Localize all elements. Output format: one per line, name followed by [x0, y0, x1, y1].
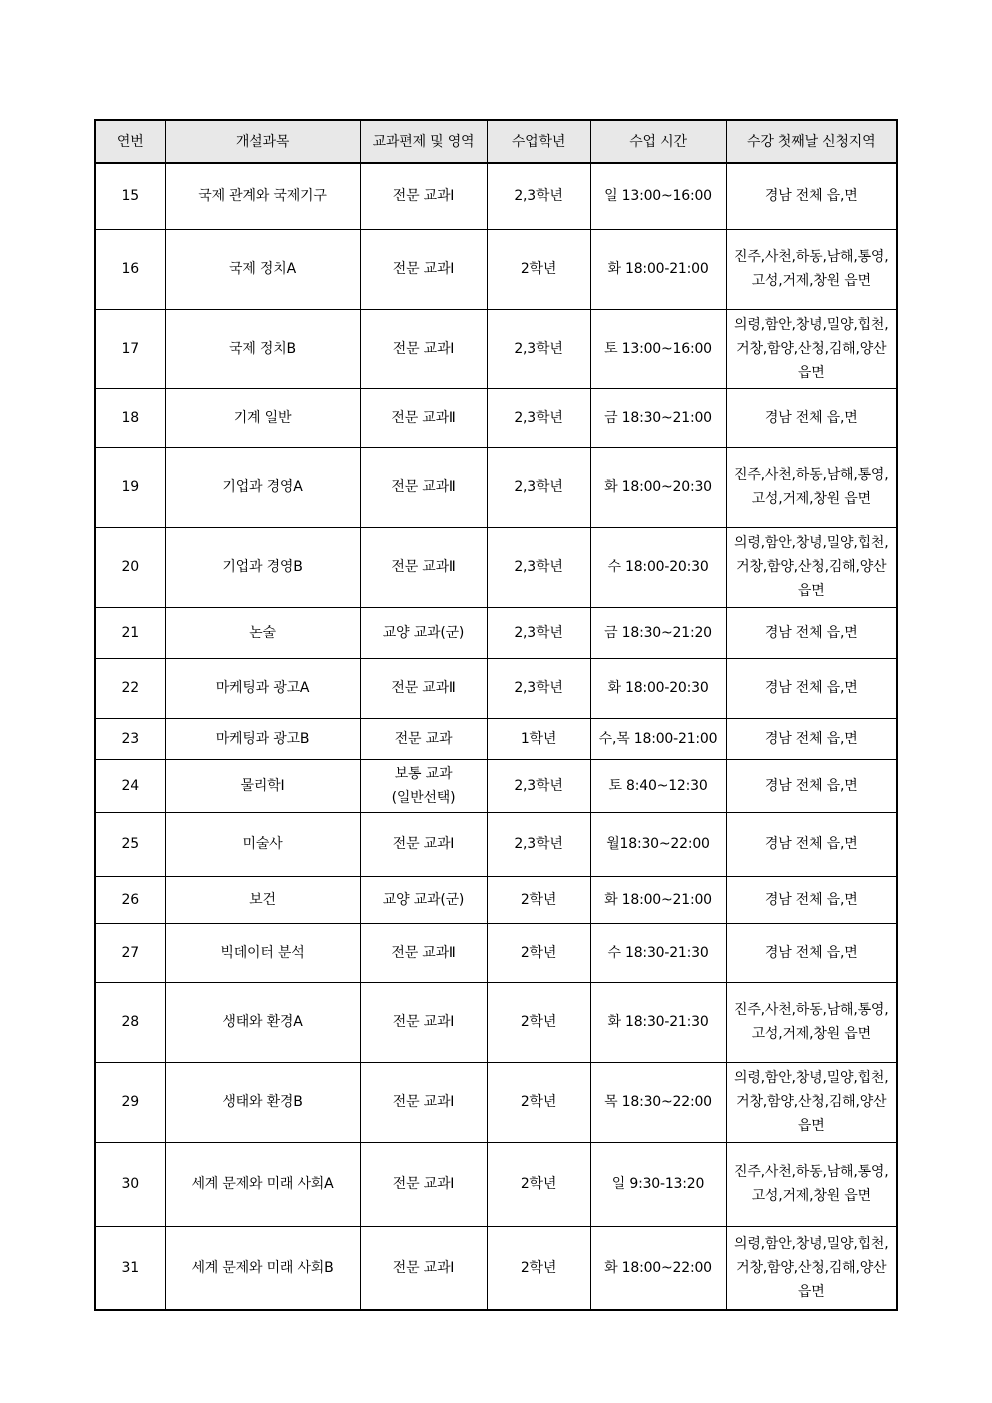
- table-row: [95, 607, 897, 658]
- course-category: 보통 교과 (일반선택): [360, 759, 487, 812]
- class-grade: 2학년: [487, 923, 590, 982]
- class-grade: 2학년: [487, 876, 590, 923]
- course-category: 전문 교과Ⅱ: [360, 388, 487, 447]
- header-category: 교과편제 및 영역: [360, 120, 487, 163]
- table-row: [95, 982, 897, 1062]
- class-time: 수,목 18:00-21:00: [590, 718, 726, 759]
- class-grade: 2학년: [487, 1142, 590, 1226]
- course-category: 전문 교과Ⅰ: [360, 309, 487, 388]
- course-name: 세계 문제와 미래 사회A: [165, 1142, 360, 1226]
- row-number: 23: [95, 718, 165, 759]
- row-number: 25: [95, 812, 165, 876]
- row-number: 30: [95, 1142, 165, 1226]
- class-grade: 2학년: [487, 229, 590, 309]
- table-row: [95, 447, 897, 527]
- course-name: 국제 관계와 국제기구: [165, 163, 360, 229]
- apply-region: 의령,함안,창녕,밀양,힙천, 거창,함양,산청,김해,양산 읍면: [726, 527, 897, 607]
- apply-region: 경남 전체 읍,면: [726, 759, 897, 812]
- course-name: 기업과 경영B: [165, 527, 360, 607]
- apply-region: 경남 전체 읍,면: [726, 658, 897, 718]
- class-grade: 2학년: [487, 1062, 590, 1142]
- course-name: 세계 문제와 미래 사회B: [165, 1226, 360, 1310]
- apply-region: 경남 전체 읍,면: [726, 388, 897, 447]
- course-name: 빅데이터 분석: [165, 923, 360, 982]
- table-row: [95, 309, 897, 388]
- class-grade: 2,3학년: [487, 759, 590, 812]
- table-row: [95, 1226, 897, 1310]
- table-row: [95, 388, 897, 447]
- class-grade: 2,3학년: [487, 658, 590, 718]
- course-name: 물리학Ⅰ: [165, 759, 360, 812]
- course-name: 논술: [165, 607, 360, 658]
- class-grade: 2,3학년: [487, 388, 590, 447]
- course-category: 전문 교과Ⅰ: [360, 812, 487, 876]
- apply-region: 경남 전체 읍,면: [726, 718, 897, 759]
- course-category: 교양 교과(군): [360, 607, 487, 658]
- apply-region: 경남 전체 읍,면: [726, 607, 897, 658]
- class-grade: 2,3학년: [487, 812, 590, 876]
- course-category: 전문 교과Ⅰ: [360, 1062, 487, 1142]
- apply-region: 진주,사천,하동,남해,통영, 고성,거제,창원 읍면: [726, 1142, 897, 1226]
- apply-region: 의령,함안,창녕,밀양,힙천, 거창,함양,산청,김해,양산 읍면: [726, 1062, 897, 1142]
- apply-region: 진주,사천,하동,남해,통영, 고성,거제,창원 읍면: [726, 229, 897, 309]
- class-time: 수 18:30-21:30: [590, 923, 726, 982]
- class-grade: 1학년: [487, 718, 590, 759]
- course-category: 전문 교과Ⅱ: [360, 447, 487, 527]
- class-time: 화 18:00-21:00: [590, 229, 726, 309]
- row-number: 18: [95, 388, 165, 447]
- class-grade: 2,3학년: [487, 527, 590, 607]
- header-number: 연번: [95, 120, 165, 163]
- table-row: [95, 527, 897, 607]
- class-time: 목 18:30~22:00: [590, 1062, 726, 1142]
- header-course: 개설과목: [165, 120, 360, 163]
- class-grade: 2,3학년: [487, 607, 590, 658]
- class-grade: 2,3학년: [487, 163, 590, 229]
- course-category: 교양 교과(군): [360, 876, 487, 923]
- class-time: 일 13:00~16:00: [590, 163, 726, 229]
- row-number: 28: [95, 982, 165, 1062]
- table-header: [95, 120, 897, 163]
- course-category: 전문 교과Ⅰ: [360, 229, 487, 309]
- class-grade: 2,3학년: [487, 309, 590, 388]
- row-number: 29: [95, 1062, 165, 1142]
- class-time: 토 8:40~12:30: [590, 759, 726, 812]
- header-region: 수강 첫째날 신청지역: [726, 120, 897, 163]
- class-time: 금 18:30~21:00: [590, 388, 726, 447]
- table-body: [95, 163, 897, 1310]
- class-time: 월18:30~22:00: [590, 812, 726, 876]
- row-number: 26: [95, 876, 165, 923]
- course-category: 전문 교과Ⅰ: [360, 1226, 487, 1310]
- header-time: 수업 시간: [590, 120, 726, 163]
- apply-region: 진주,사천,하동,남해,통영, 고성,거제,창원 읍면: [726, 447, 897, 527]
- course-category: 전문 교과Ⅱ: [360, 658, 487, 718]
- row-number: 20: [95, 527, 165, 607]
- apply-region: 경남 전체 읍,면: [726, 163, 897, 229]
- class-time: 화 18:00~21:00: [590, 876, 726, 923]
- table-row: [95, 658, 897, 718]
- class-time: 수 18:00-20:30: [590, 527, 726, 607]
- class-time: 토 13:00~16:00: [590, 309, 726, 388]
- table-row: [95, 876, 897, 923]
- course-name: 국제 정치A: [165, 229, 360, 309]
- class-grade: 2학년: [487, 982, 590, 1062]
- row-number: 15: [95, 163, 165, 229]
- course-name: 생태와 환경B: [165, 1062, 360, 1142]
- row-number: 27: [95, 923, 165, 982]
- table-row: [95, 759, 897, 812]
- table-row: [95, 1142, 897, 1226]
- table-row: [95, 923, 897, 982]
- course-category: 전문 교과Ⅰ: [360, 982, 487, 1062]
- class-time: 화 18:30-21:30: [590, 982, 726, 1062]
- course-category: 전문 교과: [360, 718, 487, 759]
- course-name: 보건: [165, 876, 360, 923]
- apply-region: 경남 전체 읍,면: [726, 923, 897, 982]
- header-grade: 수업학년: [487, 120, 590, 163]
- row-number: 19: [95, 447, 165, 527]
- class-time: 일 9:30-13:20: [590, 1142, 726, 1226]
- apply-region: 진주,사천,하동,남해,통영, 고성,거제,창원 읍면: [726, 982, 897, 1062]
- row-number: 22: [95, 658, 165, 718]
- row-number: 24: [95, 759, 165, 812]
- course-name: 기계 일반: [165, 388, 360, 447]
- class-time: 화 18:00~20:30: [590, 447, 726, 527]
- table-row: [95, 1062, 897, 1142]
- course-name: 미술사: [165, 812, 360, 876]
- apply-region: 의령,함안,창녕,밀양,힙천, 거창,함양,산청,김해,양산 읍면: [726, 309, 897, 388]
- class-time: 금 18:30~21:20: [590, 607, 726, 658]
- class-time: 화 18:00~22:00: [590, 1226, 726, 1310]
- class-time: 화 18:00-20:30: [590, 658, 726, 718]
- course-name: 국제 정치B: [165, 309, 360, 388]
- row-number: 31: [95, 1226, 165, 1310]
- apply-region: 의령,함안,창녕,밀양,힙천, 거창,함양,산청,김해,양산 읍면: [726, 1226, 897, 1310]
- table-row: [95, 812, 897, 876]
- course-category: 전문 교과Ⅰ: [360, 1142, 487, 1226]
- course-name: 기업과 경영A: [165, 447, 360, 527]
- course-name: 마케팅과 광고A: [165, 658, 360, 718]
- apply-region: 경남 전체 읍,면: [726, 876, 897, 923]
- class-grade: 2,3학년: [487, 447, 590, 527]
- course-category: 전문 교과Ⅰ: [360, 163, 487, 229]
- row-number: 16: [95, 229, 165, 309]
- row-number: 17: [95, 309, 165, 388]
- class-grade: 2학년: [487, 1226, 590, 1310]
- row-number: 21: [95, 607, 165, 658]
- table-row: [95, 229, 897, 309]
- course-name: 마케팅과 광고B: [165, 718, 360, 759]
- course-category: 전문 교과Ⅱ: [360, 923, 487, 982]
- course-name: 생태와 환경A: [165, 982, 360, 1062]
- header-row: [95, 120, 897, 163]
- course-category: 전문 교과Ⅱ: [360, 527, 487, 607]
- apply-region: 경남 전체 읍,면: [726, 812, 897, 876]
- table-row: [95, 163, 897, 229]
- table-row: [95, 718, 897, 759]
- course-table: [94, 119, 898, 1311]
